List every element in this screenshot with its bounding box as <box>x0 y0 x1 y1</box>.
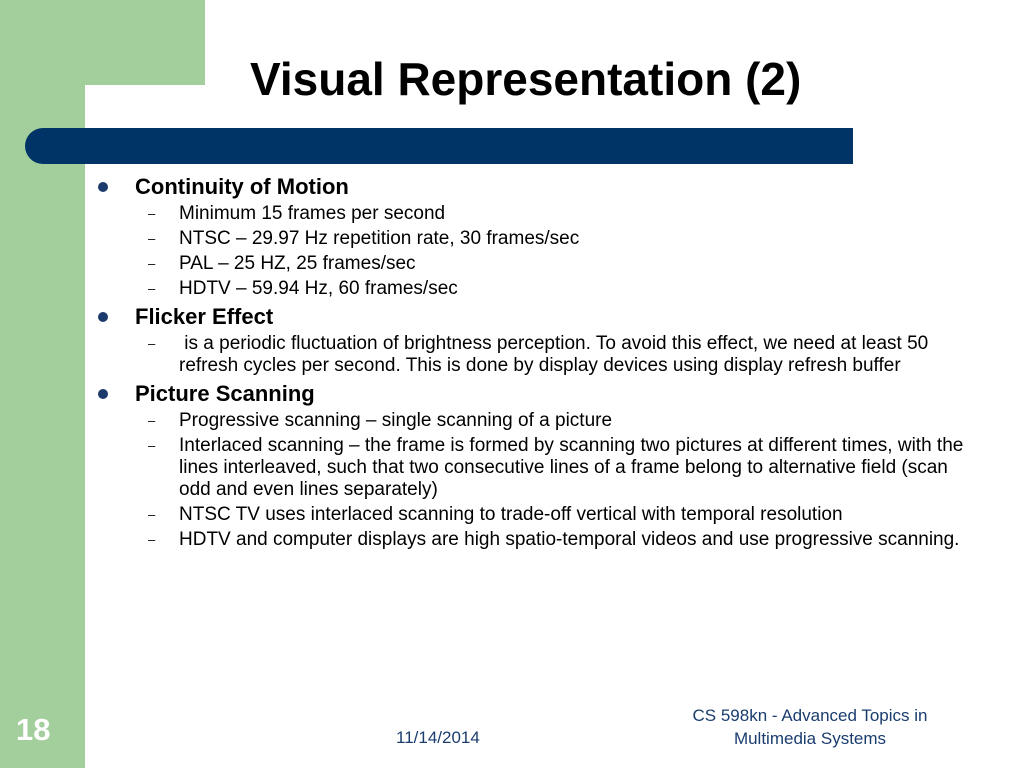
section-heading-text: Picture Scanning <box>135 381 315 406</box>
bullet-icon <box>98 312 108 322</box>
footer-course-name <box>660 704 960 750</box>
slide-number: 18 <box>16 712 51 747</box>
bullet-icon <box>98 182 108 192</box>
footer-line: Multimedia Systems <box>733 729 887 748</box>
slide-title: Visual Representation (2) <box>250 53 802 105</box>
dash-icon: – <box>148 256 156 271</box>
list-item: – NTSC – 29.97 Hz repetition rate, 30 frames/sec <box>148 228 580 249</box>
slide-content <box>96 172 976 554</box>
title-underline-band <box>25 128 853 164</box>
dash-icon: – <box>148 231 156 246</box>
section-heading <box>96 303 976 331</box>
slide-date: 11/14/2014 <box>396 728 480 747</box>
section-heading <box>96 380 976 408</box>
footer-line: CS 598kn - Advanced Topics in <box>692 706 928 725</box>
dash-icon: – <box>148 413 156 428</box>
section-heading <box>96 173 976 201</box>
list-item: – PAL – 25 HZ, 25 frames/sec <box>148 253 416 274</box>
list-item: – HDTV and computer displays are high spatio-temporal videos and use progressive scanning. <box>148 529 960 550</box>
dash-icon: – <box>148 438 156 453</box>
top-green-block <box>85 0 205 85</box>
dash-icon: – <box>148 281 156 296</box>
section-heading-text: Continuity of Motion <box>135 174 349 199</box>
list-item: – Progressive scanning – single scanning of a picture <box>148 410 613 431</box>
list-item: – Minimum 15 frames per second <box>148 203 446 224</box>
dash-icon: – <box>148 206 156 221</box>
list-item: – NTSC TV uses interlaced scanning to trade-off vertical with temporal resolution <box>148 504 843 525</box>
dash-icon: – <box>148 336 156 351</box>
list-item: – Interlaced scanning – the frame is formed by scanning two pictures at different times, with the lines interleaved, such that two consecutive lines of a frame belong to alternative field (scan odd and even lines separately) <box>148 435 964 500</box>
section-heading-text: Flicker Effect <box>135 304 274 329</box>
list-item: – HDTV – 59.94 Hz, 60 frames/sec <box>148 278 458 299</box>
dash-icon: – <box>148 507 156 522</box>
left-green-bar <box>0 0 85 768</box>
dash-icon: – <box>148 532 156 547</box>
bullet-icon <box>98 389 108 399</box>
list-item: – is a periodic fluctuation of brightness perception. To avoid this effect, we need at least 50 refresh cycles per second. This is done by display devices using display refresh buffer <box>148 333 934 376</box>
